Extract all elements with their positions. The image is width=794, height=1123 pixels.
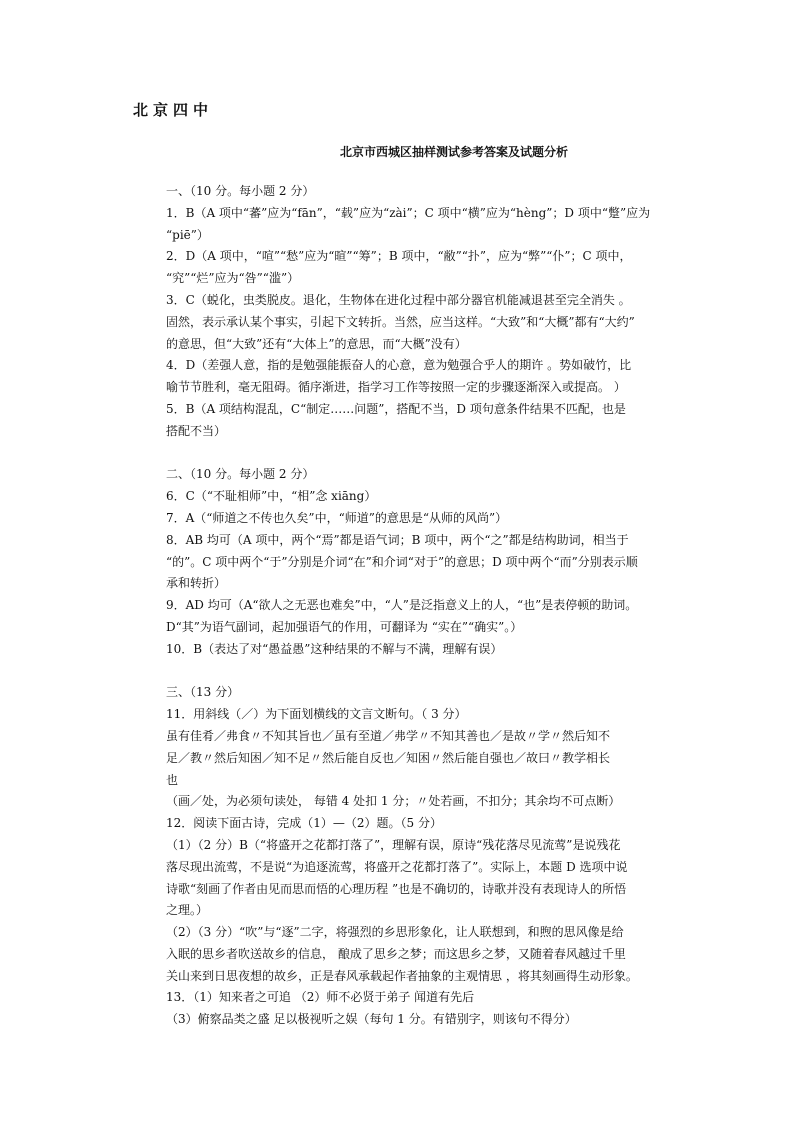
answer-line: 3．C（蜕化，虫类脱皮。退化，生物体在进化过程中部分器官机能减退甚至完全消失 。 <box>166 292 631 307</box>
answer-line: 2．D（A 项中，“喧”“愁”应为“暄”“筹”；B 项中，“敝”“扑”，应为“弊”“仆”；C 项中， <box>166 249 632 264</box>
answer-line: 8．AB 均可（A 项中，两个“焉”都是语气词；B 项中，两个“之”都是结构助词，相当于 <box>166 532 629 547</box>
answer-line: 5．B（A 项结构混乱，C“制定……问题”，搭配不当，D 项句意条件结果不匹配，也是 <box>166 401 626 416</box>
document-title: 北京市西城区抽样测试参考答案及试题分析 <box>340 145 569 159</box>
section-heading: 三、（13 分） <box>166 685 240 700</box>
school-name: 北京四中 <box>133 101 214 119</box>
section-heading: 二、（10 分。每小题 2 分） <box>166 467 315 482</box>
answer-line: D“其”为语气副词，起加强语气的作用，可翻译为 “实在”“确实”。） <box>166 619 523 634</box>
answer-line: 喻节节胜利，毫无阻碍。循序渐进，指学习工作等按照一定的步骤逐渐深入或提高。 ） <box>166 380 626 395</box>
answer-line: 足／教〃然后知困／知不足〃然后能自反也／知困〃然后能自强也／故曰〃教学相长 <box>166 750 611 765</box>
answer-line: 搭配不当） <box>166 423 227 438</box>
answer-line: 7．A（“师道之不传也久矣”中，“师道”的意思是“从师的风尚”） <box>166 510 508 525</box>
section-spacer <box>166 661 666 683</box>
answer-line: 诗歌“刻画了作者由见而思而悟的心理历程 ”也是不确切的，诗歌并没有表现诗人的所悟 <box>166 881 627 896</box>
answer-line: 13．（1）知来者之可追 （2）师不必贤于弟子 闻道有先后 <box>166 990 475 1005</box>
answer-line: 入眠的思乡者吹送故乡的信息， 酿成了思乡之梦；而这思乡之梦，又随着春风越过千里 <box>166 946 626 961</box>
answer-line: 1．B（A 项中“蕃”应为“fān”，“载”应为“zài”；C 项中“横”应为“hèng”；D 项中“蹩”应为 <box>166 205 651 220</box>
answer-line: “究”“烂”应为“咎”“滥”） <box>166 271 300 286</box>
answer-line: “的”。C 项中两个“于”分别是介词“在”和介词“对于”的意思；D 项中两个“而”分别表示顺 <box>166 554 638 569</box>
answer-line: 固然，表示承认某个事实，引起下文转折。当然，应当这样。“大致”和“大概”都有“大约” <box>166 314 635 329</box>
answer-line: 落尽现出流莺，不是说“为追逐流莺，将盛开之花都打落了”。实际上，本题 D 选项中说 <box>166 859 628 874</box>
answer-line: “piē”） <box>166 227 209 242</box>
answer-line: （画／处，为必须句读处， 每错 4 处扣 1 分；〃处若画，不扣分；其余均不可点断） <box>166 794 621 809</box>
answer-line: 9．AD 均可（A“欲人之无恶也难矣”中，“人”是泛指意义上的人，“也”是表停顿的助词。 <box>166 598 638 613</box>
answer-line: 11．用斜线（／）为下面划横线的文言文断句。（ 3 分） <box>166 707 467 722</box>
section-spacer <box>166 443 666 465</box>
answer-line: 12．阅读下面古诗，完成（1）—（2）题。（5 分） <box>166 816 442 831</box>
section-heading: 一、（10 分。每小题 2 分） <box>166 184 315 198</box>
answer-line: 的意思，但“大致”还有“大体上”的意思，而“大概”没有） <box>166 336 467 351</box>
answer-line: （2）（3 分）“吹”与“逐”二字，将强烈的乡思形象化，让人联想到，和煦的思风像是给 <box>166 925 624 940</box>
answer-line: 承和转折） <box>166 576 227 591</box>
answer-line: 10．B（表达了对“愚益愚”这种结果的不解与不满，理解有误） <box>166 641 503 656</box>
answer-section <box>166 181 666 443</box>
answer-line: （1）（2 分）B（“将盛开之花都打落了”，理解有误，原诗“残花落尽见流莺”是说残花 <box>166 837 621 852</box>
answer-line: 4．D（差强人意，指的是勉强能振奋人的心意，意为勉强合乎人的期许 。势如破竹，比 <box>166 358 632 373</box>
answer-section <box>166 682 666 1031</box>
answer-content <box>166 181 666 1031</box>
answer-line: 虽有佳肴／弗食〃不知其旨也／虽有至道／弗学〃不知其善也／是故〃学〃然后知不 <box>166 728 611 743</box>
answer-line: （3）俯察品类之盛 足以极视听之娱（每句 1 分。有错别字，则该句不得分） <box>166 1012 577 1027</box>
answer-line: 也 <box>166 772 179 787</box>
answer-line: 之理。） <box>166 903 209 918</box>
answer-line: 关山来到日思夜想的故乡，正是春风承载起作者抽象的主观情思 ，将其刻画得生动形象。 <box>166 968 638 983</box>
answer-line: 6．C（“不耻相师”中，“相”念 xiāng） <box>166 489 377 504</box>
answer-section <box>166 464 666 660</box>
